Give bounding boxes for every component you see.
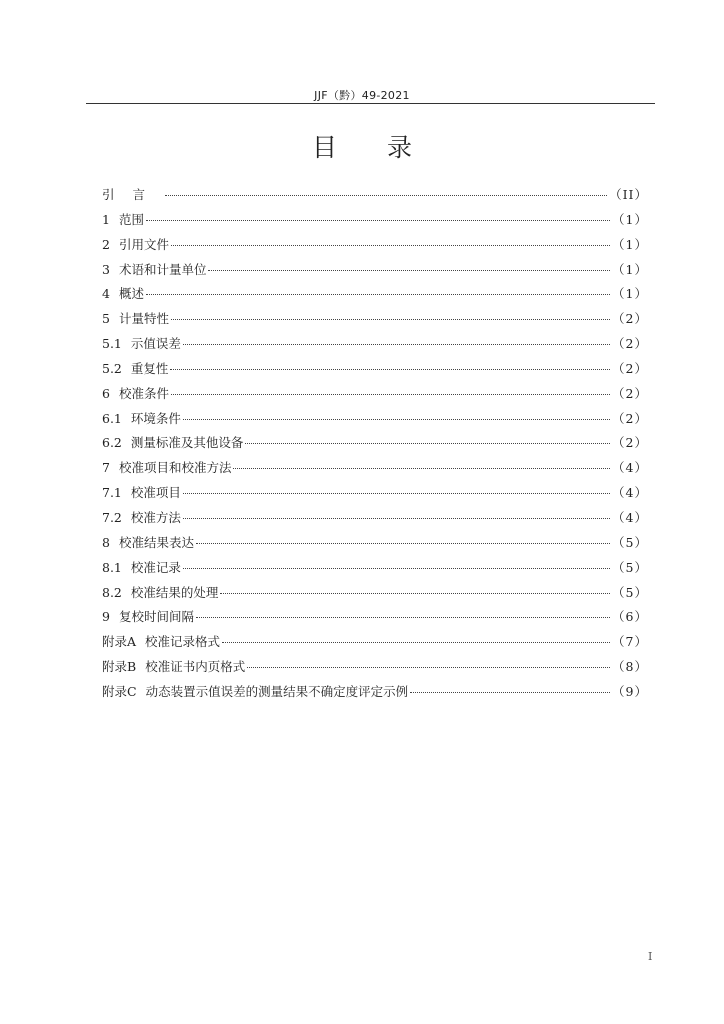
toc-entry-title <box>102 334 181 352</box>
toc-leader-dots <box>208 270 610 271</box>
toc-entry-number: 7.1 <box>102 485 122 501</box>
toc-leader-dots <box>410 692 610 693</box>
toc-leader-dots <box>170 369 610 370</box>
title-char-2: 录 <box>387 133 413 162</box>
toc-leader-dots <box>171 319 610 320</box>
toc-leader-dots <box>183 344 610 345</box>
toc-entry-number: 附录B <box>102 659 137 675</box>
toc-entry[interactable] <box>102 409 648 434</box>
toc-leader-dots <box>171 245 610 246</box>
toc-entry[interactable] <box>102 583 648 608</box>
toc-entry-page: （9） <box>612 683 648 699</box>
toc-entry-label: 校准结果的处理 <box>130 584 219 600</box>
toc-entry-title <box>102 682 408 700</box>
toc-entry[interactable] <box>102 632 648 657</box>
toc-entry-number: 8.2 <box>102 584 122 600</box>
toc-leader-dots <box>183 419 610 420</box>
toc-entry-title <box>102 583 218 601</box>
header-rule <box>86 103 655 104</box>
toc-entry[interactable] <box>102 533 648 558</box>
toc-entry-page: （7） <box>612 634 648 650</box>
toc-entry-page: （1） <box>612 211 648 227</box>
toc-entry-number: 6 <box>102 385 110 401</box>
toc-entry-number: 6.1 <box>102 410 122 426</box>
toc-entry[interactable] <box>102 458 648 483</box>
toc-entry-number: 9 <box>102 609 110 625</box>
toc-entry-page: （2） <box>612 360 648 376</box>
toc-entry-title <box>102 508 181 526</box>
toc-leader-dots <box>247 667 610 668</box>
toc-entry[interactable] <box>102 309 648 334</box>
toc-entry-title <box>102 359 168 377</box>
toc-entry[interactable] <box>102 384 648 409</box>
toc-entry-number: 7.2 <box>102 509 122 525</box>
toc-entry-number: 4 <box>102 286 110 302</box>
toc-entry-page: （1） <box>612 236 648 252</box>
toc-entry-title <box>102 284 144 302</box>
toc-entry-title <box>102 185 163 203</box>
page-title <box>0 128 724 164</box>
toc-entry-label: 校准证书内页格式 <box>145 659 246 675</box>
toc-entry-title <box>102 309 169 327</box>
toc-entry-number: 附录C <box>102 683 137 699</box>
toc-entry-title <box>102 235 169 253</box>
toc-entry-label: 校准方法 <box>130 509 181 525</box>
toc-entry-label: 校准项目 <box>130 485 181 501</box>
toc-leader-dots <box>220 593 610 594</box>
toc-leader-dots <box>233 468 610 469</box>
toc-entry-title <box>102 483 181 501</box>
toc-entry-label: 范围 <box>118 211 144 227</box>
toc-entry-number: 5.2 <box>102 360 122 376</box>
toc-entry-label: 动态装置示值误差的测量结果不确定度评定示例 <box>145 683 409 699</box>
toc-entry-label: 校准记录格式 <box>145 634 221 650</box>
toc-entry-page: （5） <box>612 559 648 575</box>
toc-leader-dots <box>183 518 610 519</box>
toc-leader-dots <box>196 543 610 544</box>
toc-entry-number: 附录A <box>102 634 137 650</box>
toc-entry-number: 6.2 <box>102 435 122 451</box>
toc-entry-label: 示值误差 <box>130 336 181 352</box>
toc-entry-label: 引言 <box>102 187 164 202</box>
toc-leader-dots <box>245 443 610 444</box>
toc-leader-dots <box>196 617 610 618</box>
toc-entry-label: 校准条件 <box>118 385 169 401</box>
toc-entry[interactable] <box>102 334 648 359</box>
toc-entry-number: 7 <box>102 460 110 476</box>
toc-entry-page: （II） <box>609 187 648 202</box>
toc-leader-dots <box>222 642 610 643</box>
toc-entry-label: 计量特性 <box>118 311 169 327</box>
toc-entry[interactable] <box>102 210 648 235</box>
toc-entry-page: （4） <box>612 460 648 476</box>
toc-leader-dots <box>165 195 607 196</box>
toc-entry-label: 测量标准及其他设备 <box>130 435 244 451</box>
toc-entry-page: （5） <box>612 584 648 600</box>
toc-entry-title <box>102 607 194 625</box>
toc-entry-label: 复校时间间隔 <box>118 609 194 625</box>
toc-entry-label: 校准记录 <box>130 559 181 575</box>
toc-entry-label: 环境条件 <box>130 410 181 426</box>
toc-entry-page: （2） <box>612 410 648 426</box>
toc-leader-dots <box>146 294 610 295</box>
toc-entry-page: （2） <box>612 336 648 352</box>
table-of-contents <box>102 185 648 707</box>
toc-entry-title <box>102 409 181 427</box>
toc-entry-page: （1） <box>612 286 648 302</box>
toc-entry[interactable] <box>102 433 648 458</box>
toc-entry[interactable] <box>102 359 648 384</box>
toc-entry-title <box>102 458 231 476</box>
toc-entry-label: 术语和计量单位 <box>118 261 207 277</box>
toc-leader-dots <box>183 568 610 569</box>
toc-entry-number: 1 <box>102 211 110 227</box>
toc-entry-page: （2） <box>612 311 648 327</box>
toc-entry-page: （2） <box>612 385 648 401</box>
toc-entry-title <box>102 210 144 228</box>
toc-entry[interactable] <box>102 508 648 533</box>
toc-entry-page: （4） <box>612 485 648 501</box>
toc-entry[interactable] <box>102 682 648 707</box>
toc-entry-number: 3 <box>102 261 110 277</box>
toc-entry[interactable] <box>102 657 648 682</box>
toc-entry-title <box>102 632 220 650</box>
toc-entry-number: 5.1 <box>102 336 122 352</box>
toc-entry[interactable] <box>102 185 648 210</box>
toc-entry-page: （6） <box>612 609 648 625</box>
title-char-1: 目 <box>311 133 337 162</box>
running-header: JJF（黔）49-2021 <box>314 89 410 102</box>
toc-entry-label: 重复性 <box>130 360 169 376</box>
page-number: I <box>648 950 653 963</box>
toc-entry-title <box>102 433 243 451</box>
toc-entry-title <box>102 533 194 551</box>
toc-entry-label: 概述 <box>118 286 144 302</box>
toc-entry-label: 引用文件 <box>118 236 169 252</box>
toc-entry-page: （8） <box>612 659 648 675</box>
toc-entry[interactable] <box>102 260 648 285</box>
toc-leader-dots <box>171 394 610 395</box>
toc-entry-page: （2） <box>612 435 648 451</box>
toc-entry[interactable] <box>102 607 648 632</box>
toc-entry-page: （4） <box>612 509 648 525</box>
toc-entry-number: 8 <box>102 534 110 550</box>
toc-entry-label: 校准结果表达 <box>118 534 194 550</box>
toc-entry[interactable] <box>102 235 648 260</box>
toc-entry[interactable] <box>102 483 648 508</box>
toc-entry-number: 2 <box>102 236 110 252</box>
toc-entry-title <box>102 260 206 278</box>
toc-entry-page: （5） <box>612 534 648 550</box>
toc-leader-dots <box>146 220 610 221</box>
toc-entry[interactable] <box>102 284 648 309</box>
toc-entry-number: 5 <box>102 311 110 327</box>
toc-entry-title <box>102 384 169 402</box>
toc-entry-page: （1） <box>612 261 648 277</box>
toc-leader-dots <box>183 493 610 494</box>
toc-entry-title <box>102 657 245 675</box>
toc-entry-number: 8.1 <box>102 559 122 575</box>
toc-entry-label: 校准项目和校准方法 <box>118 460 232 476</box>
toc-entry-title <box>102 558 181 576</box>
toc-entry[interactable] <box>102 558 648 583</box>
